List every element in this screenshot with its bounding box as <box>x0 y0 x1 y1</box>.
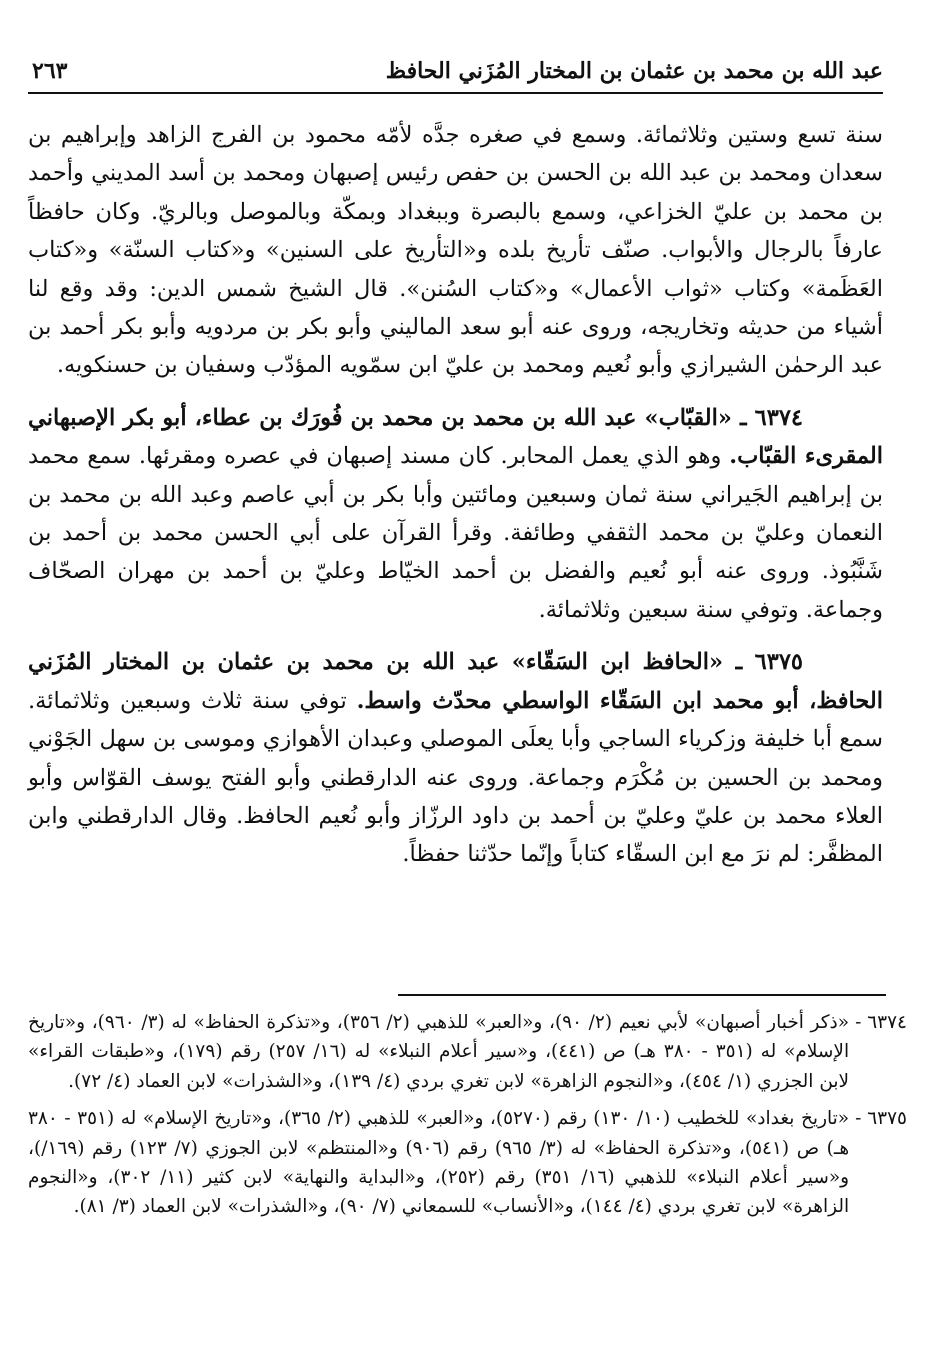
footnotes <box>28 1008 907 1230</box>
footnote-separator <box>398 994 886 996</box>
main-text <box>28 116 883 874</box>
continuation-paragraph: سنة تسع وستين وثلاثمائة. وسمع في صغره جدَّه لأمّه محمود بن الفرج الزاهد وإبراهيم بن سعدان ومحمد بن عبد الله بن الحسن بن حفص رئيس إصبهان ومحمد بن أسد المديني وأحمد بن محمد بن عليّ الخزاعي، وسمع بالبصرة وببغداد وبمكّة وبالموصل وبالريّ. وكان حافظاً عارفاً بالرجال والأبواب. صنّف تأريخ بلده و«التأريخ على السنين» و«كتاب السنّة» و«كتاب العَظَمة» وكتاب «ثواب الأعمال» و«كتاب السُنن». قال الشيخ شمس الدين: وقد وقع لنا أشياء من حديثه وتخاريجه، وروى عنه أبو سعد الماليني وأبو بكر بن مردويه وأبو بكر أحمد بن عبد الرحمٰن الشيرازي وأبو نُعيم ومحمد بن عليّ ابن سمّويه المؤدّب وسفيان بن حسنكويه. <box>28 122 883 379</box>
entry-text: توفي سنة ثلاث وسبعين وثلاثمائة. سمع أبا خليفة وزكرياء الساجي وأبا يعلَى الموصلي وعبدان الأهوازي وموسى بن سهل الجَوْني ومحمد بن الحسين بن مُكْرَم وجماعة. وروى عنه الدارقطني وأبو الفتح يوسف القوّاس وأبو العلاء محمد بن عليّ وعليّ بن أحمد بن داود الرزّاز وأبو نُعيم الحافظ. وقال الدارقطني وابن المظفَّر: لم نرَ مع ابن السقّاء كتاباً وإنّما حدّثنا حفظاً. <box>28 687 883 868</box>
entry-heading: ٦٣٧٥ ـ «الحافظ ابن السَقّاء» عبد الله بن محمد بن عثمان بن المختار المُزَني الحافظ، أبو محمد ابن السَقّاء الواسطي محدّث واسط. <box>28 649 883 714</box>
footnote-number: ٦٣٧٤ - <box>855 1012 907 1033</box>
biography-entry-6375 <box>28 643 883 873</box>
page-number: ٢٦٣ <box>32 58 68 84</box>
entry-text: وهو الذي يعمل المحابر. كان مسند إصبهان في عصره ومقرئها. سمع محمد بن إبراهيم الجَيراني سنة ثمان وسبعين ومائتين وأبا بكر بن أبي عاصم وعبد الله بن محمد بن النعمان وعليّ بن محمد الثقفي وطائفة. وقرأ القرآن على أبي الحسن محمد بن أحمد بن شَنَّبُوذ. وروى عنه أبو نُعيم والفضل بن أحمد الخيّاط وعليّ بن أحمد بن مهران الصحّاف وجماعة. وتوفي سنة سبعين وثلاثمائة. <box>28 443 883 623</box>
footnote-6375 <box>28 1104 907 1222</box>
running-header <box>28 52 883 94</box>
footnote-6374 <box>28 1008 907 1096</box>
entry-heading: ٦٣٧٤ ـ «القبّاب» عبد الله بن محمد بن محمد بن فُورَك بن عطاء، أبو بكر الإصبهاني المقرىء القبّاب. <box>28 404 883 470</box>
biography-entry-6374 <box>28 399 883 629</box>
footnote-text: «تاريخ بغداد» للخطيب (١٠/ ١٣٠) رقم (٥٢٧٠)، و«العبر» للذهبي (٢/ ٣٦٥)، و«تاريخ الإسلام» له (٣٥١ - ٣٨٠ هـ) ص (٥٤١)، و«تذكرة الحفاظ» له (٣/ ٩٦٥) رقم (٩٠٦) و«المنتظم» لابن الجوزي (٧/ ١٢٣) رقم (١٦٩/)، و«سير أعلام النبلاء» للذهبي (١٦/ ٣٥١) رقم (٢٥٢)، و«البداية والنهاية» لابن كثير (١١/ ٣٠٢)، و«النجوم الزاهرة» لابن تغري بردي (٤/ ١٤٤)، و«الأنساب» للسمعاني (٧/ ٩٠)، و«الشذرات» لابن العماد (٣/ ٨١). <box>28 1108 850 1218</box>
running-title: عبد الله بن محمد بن عثمان بن المختار المُزَني الحافظ <box>385 58 883 84</box>
footnote-text: «ذكر أخبار أصبهان» لأبي نعيم (٢/ ٩٠)، و«العبر» للذهبي (٢/ ٣٥٦)، و«تذكرة الحفاظ» له (٣/ ٩٦٠)، و«تاريخ الإسلام» له (٣٥١ - ٣٨٠ هـ) ص (٤٤١)، و«سير أعلام النبلاء» له (١٦/ ٢٥٧) رقم (١٧٩)، و«طبقات القراء» لابن الجزري (١/ ٤٥٤)، و«النجوم الزاهرة» لابن تغري بردي (٤/ ١٣٩)، و«الشذرات» لابن العماد (٤/ ٧٢). <box>28 1012 850 1092</box>
footnote-number: ٦٣٧٥ - <box>855 1108 907 1130</box>
